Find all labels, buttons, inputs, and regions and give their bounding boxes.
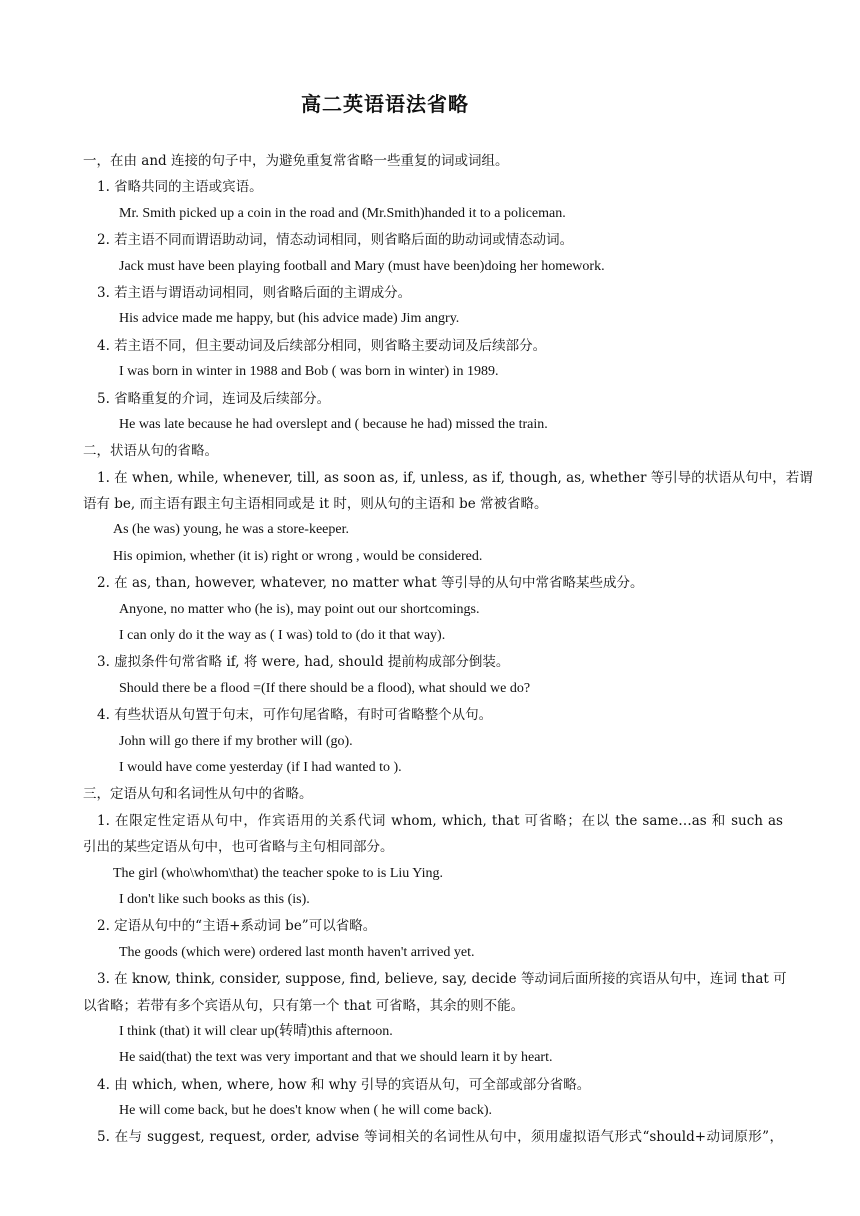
section-heading: 三，定语从句和名词性从句中的省略。	[83, 786, 313, 803]
rule-item: 2. 在 as, than, however, whatever, no matter what 等引导的从句中常省略某些成分。	[97, 575, 644, 592]
rule-item-continuation: 语有 be, 而主语有跟主句主语相同或是 it 时，则从句的主语和 be 常被省略。	[83, 496, 548, 513]
example-sentence: Mr. Smith picked up a coin in the road and (Mr.Smith)handed it to a policeman.	[119, 205, 566, 221]
example-sentence: The girl (who\whom\that) the teacher spoke to is Liu Ying.	[113, 865, 443, 881]
example-sentence: He will come back, but he does't know when ( he will come back).	[119, 1103, 493, 1119]
rule-item-continuation: 引出的某些定语从句中，也可省略与主句相同部分。	[83, 839, 394, 856]
example-sentence: I think (that) it will clear up(转晴)this afternoon.	[119, 1023, 393, 1039]
rule-item: 2. 若主语不同而谓语助动词，情态动词相同，则省略后面的助动词或情态动词。	[97, 232, 574, 249]
rule-item: 4. 若主语不同，但主要动词及后续部分相同，则省略主要动词及后续部分。	[97, 337, 547, 354]
rule-item: 4. 由 which, when, where, how 和 why 引导的宾语从句，可全部或部分省略。	[97, 1076, 591, 1093]
page-title: 高二英语语法省略	[301, 92, 469, 116]
rule-item-continuation: 以省略；若带有多个宾语从句，只有第一个 that 可省略，其余的则不能。	[83, 997, 525, 1014]
example-sentence: John will go there if my brother will (go).	[119, 733, 353, 749]
example-sentence: I was born in winter in 1988 and Bob ( was born in winter) in 1989.	[119, 364, 499, 380]
document-body	[83, 148, 813, 1151]
rule-item: 4. 有些状语从句置于句末，可作句尾省略，有时可省略整个从句。	[97, 707, 493, 724]
example-sentence: His opimion, whether (it is) right or wrong , would be considered.	[113, 548, 483, 564]
example-sentence: Should there be a flood =(If there should be a flood), what should we do?	[119, 680, 531, 696]
example-sentence: I don't like such books as this (is).	[119, 891, 310, 907]
example-sentence: Jack must have been playing football and Mary (must have been)doing her homework.	[119, 258, 605, 274]
rule-item: 1. 在 when, while, whenever, till, as soon as, if, unless, as if, though, as, whether 等引导的状语从句中，若谓	[97, 469, 813, 486]
rule-item: 1. 在限定性定语从句中，作宾语用的关系代词 whom, which, that 可省略；在以 the same…as 和 such as	[97, 812, 783, 829]
rule-item: 5. 在与 suggest, request, order, advise 等词相关的名词性从句中，须用虚拟语气形式“should+动词原形”，	[97, 1129, 783, 1146]
example-sentence: As (he was) young, he was a store-keeper.	[113, 522, 349, 538]
example-sentence: I can only do it the way as ( I was) told to (do it that way).	[119, 628, 446, 644]
example-sentence: Anyone, no matter who (he is), may point out our shortcomings.	[119, 601, 480, 617]
rule-item: 1. 省略共同的主语或宾语。	[97, 179, 263, 196]
example-sentence: He said(that) the text was very important and that we should learn it by heart.	[119, 1050, 553, 1066]
rule-item: 5. 省略重复的介词，连词及后续部分。	[97, 390, 331, 407]
example-sentence: The goods (which were) ordered last month haven't arrived yet.	[119, 944, 475, 960]
rule-item: 2. 定语从句中的“主语+系动词 be”可以省略。	[97, 918, 377, 935]
rule-item: 3. 在 know, think, consider, suppose, find, believe, say, decide 等动词后面所接的宾语从句中，连词 that 可	[97, 971, 787, 988]
example-sentence: He was late because he had overslept and ( because he had) missed the train.	[119, 416, 548, 432]
example-sentence: His advice made me happy, but (his advice made) Jim angry.	[119, 311, 460, 327]
section-heading: 二，状语从句的省略。	[83, 443, 218, 460]
rule-item: 3. 虚拟条件句常省略 if, 将 were, had, should 提前构成部分倒装。	[97, 654, 510, 671]
rule-item: 3. 若主语与谓语动词相同，则省略后面的主谓成分。	[97, 284, 412, 301]
example-sentence: I would have come yesterday (if I had wanted to ).	[119, 759, 402, 775]
section-heading: 一，在由 and 连接的句子中，为避免重复常省略一些重复的词或词组。	[83, 153, 509, 169]
